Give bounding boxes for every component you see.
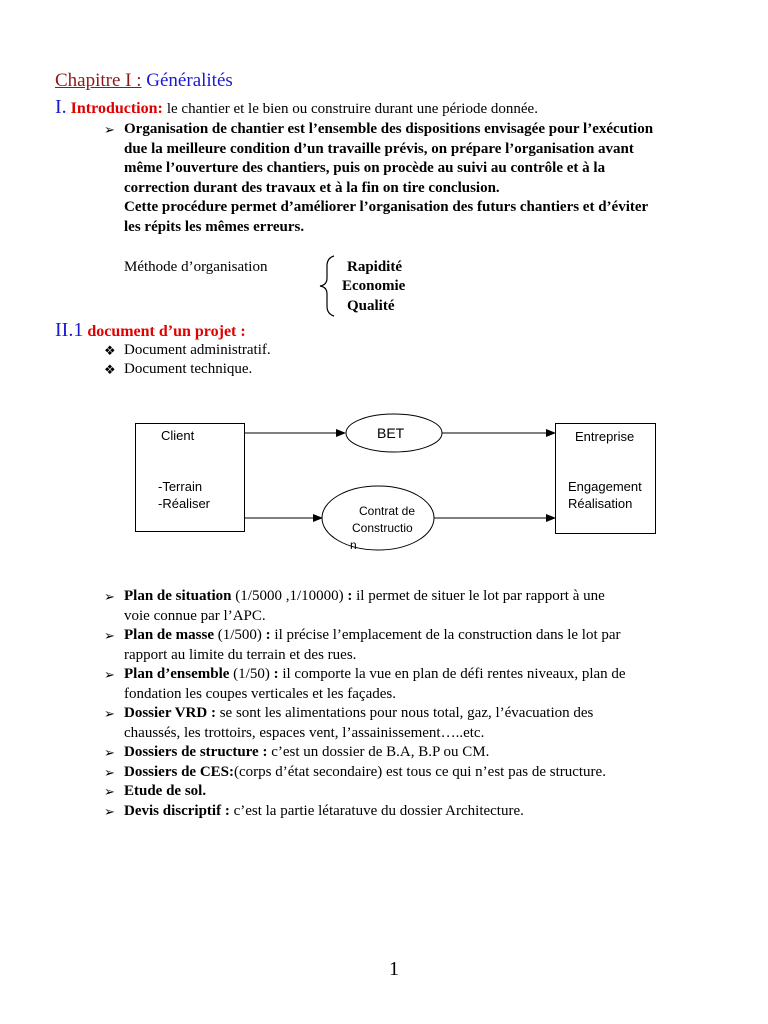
diamond-bullet-icon: ❖ [104, 362, 116, 377]
plan-text: il permet de situer le lot par rapport à une [352, 588, 605, 604]
plan-text: c’est un dossier de B.A, B.P ou CM. [267, 744, 490, 760]
list-item [0, 763, 768, 783]
contract-line: Constructio [352, 521, 413, 535]
intro-line: correction durant des travaux et à la fin on tire conclusion. [124, 179, 500, 196]
diamond-bullet-icon: ❖ [104, 343, 116, 358]
plan-text: fondation les coupes verticales et les façades. [124, 685, 396, 702]
list-item [0, 782, 768, 802]
plan-label: Plan de masse [124, 627, 214, 643]
list-item [0, 802, 768, 822]
plan-scale: (1/500) [217, 627, 262, 643]
list-item [0, 626, 768, 665]
plan-text: chaussés, les trottoirs, espaces vent, l’assainissement…..etc. [124, 724, 485, 741]
plan-colon: : [269, 666, 279, 682]
plan-text: (corps d’état secondaire) est tous ce qui n’est pas de structure. [234, 763, 606, 780]
intro-line: due la meilleure condition d’un travaille prévis, on prépare l’organisation avant [124, 140, 634, 157]
section2-title: document d’un projet : [87, 323, 246, 340]
list-item [0, 743, 768, 763]
plan-text: c’est la partie létaratuve du dossier Architecture. [229, 802, 524, 819]
method-label: Méthode d’organisation [124, 259, 268, 275]
plan-text: il précise l’emplacement de la construction dans le lot par [270, 627, 621, 643]
plan-label: Plan de situation [124, 588, 232, 604]
entreprise-item: Engagement [568, 479, 642, 494]
arrow-bullet-icon: ➢ [104, 784, 115, 799]
client-item: -Terrain [158, 479, 203, 494]
doc-item: Document technique. [124, 361, 253, 377]
method-item: Economie [342, 278, 406, 294]
plan-label: Etude de sol. [124, 783, 207, 799]
contract-label [350, 503, 416, 554]
section2-number: II.1 [55, 319, 84, 341]
plan-colon: : [261, 627, 271, 643]
plan-scale: (1/50) [233, 666, 270, 682]
arrow-bullet-icon: ➢ [104, 667, 115, 682]
intro-line: même l’ouverture des chantiers, puis on procède au suivi au contrôle et à la [124, 160, 606, 176]
intro-number: I. [55, 96, 67, 118]
arrow-bullet-icon: ➢ [104, 745, 115, 760]
plan-scale: (1/5000 ,1/10000) [235, 588, 344, 604]
client-item: -Réaliser [158, 496, 211, 511]
arrow-bullet-icon: ➢ [104, 803, 115, 819]
list-item [0, 665, 768, 704]
page-number: 1 [389, 958, 399, 980]
bet-label: BET [377, 425, 405, 441]
arrow-bullet-icon: ➢ [104, 628, 115, 643]
plan-label: Dossiers de CES: [124, 763, 235, 780]
entreprise-label: Entreprise [575, 429, 635, 444]
plan-label: Dossiers de structure : [124, 744, 268, 760]
arrow-bullet-icon: ➢ [104, 589, 115, 604]
plan-colon: : [343, 588, 353, 604]
method-item: Qualité [347, 298, 395, 314]
plans-list [0, 587, 768, 821]
method-item: Rapidité [347, 259, 403, 275]
plan-label: Devis discriptif : [124, 802, 230, 819]
chapter-label: Chapitre I : [55, 70, 142, 91]
entreprise-item: Réalisation [568, 496, 633, 511]
arrow-bullet-icon: ➢ [104, 122, 115, 137]
chapter-name: Généralités [146, 70, 233, 91]
plan-label: Plan d’ensemble [124, 666, 230, 682]
intro-title: Introduction: [70, 100, 163, 117]
doc-item: Document administratif. [124, 342, 271, 358]
intro-line: les répits les mêmes erreurs. [124, 218, 305, 235]
list-item [0, 587, 768, 626]
plan-text: voie connue par l’APC. [124, 607, 266, 624]
plan-text: se sont les alimentations pour nous total, gaz, l’évacuation des [215, 705, 594, 721]
arrow-bullet-icon: ➢ [104, 706, 115, 721]
client-label: Client [161, 428, 195, 443]
plan-text: il comporte la vue en plan de défi rentes niveaux, plan de [278, 666, 626, 682]
contract-line: Contrat de [359, 504, 416, 518]
intro-line: Organisation de chantier est l’ensemble des dispositions envisagée pour l’exécution [124, 121, 654, 137]
intro-text: le chantier et le bien ou construire durant une période donnée. [166, 101, 538, 117]
intro-line: Cette procédure permet d’améliorer l’organisation des futurs chantiers et d’éviter [124, 199, 649, 215]
plan-label: Dossier VRD : [124, 705, 216, 721]
plan-text: rapport au limite du terrain et des rues. [124, 646, 357, 663]
contract-line: n [350, 538, 357, 552]
list-item [0, 704, 768, 743]
arrow-bullet-icon: ➢ [104, 764, 115, 780]
